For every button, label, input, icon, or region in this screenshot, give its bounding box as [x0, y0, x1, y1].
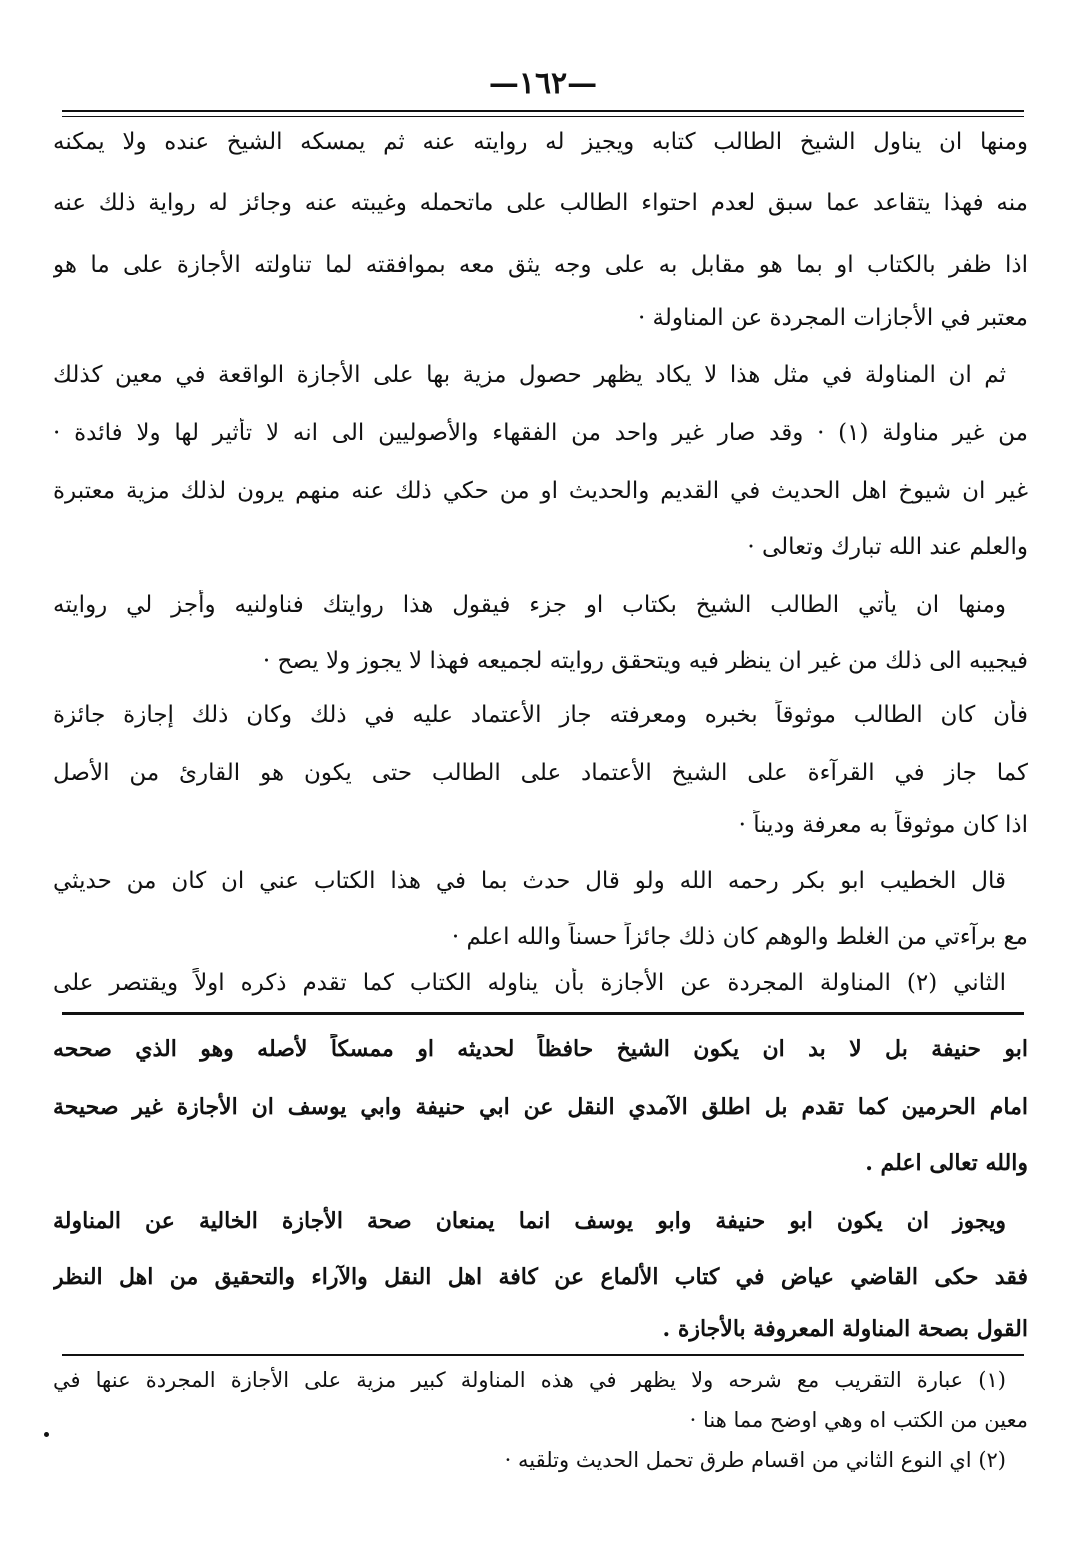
- footnote-line: (١) عبارة التقريب مع شرحه ولا يظهر في هذه المناولة كبير مزية على الأجازة المجردة عنها في: [53, 1368, 1006, 1392]
- body-line: من غير مناولة (١) · وقد صار غير واحد من الفقهاء والأصوليين الى انه لا تأثير لها ولا فائدة ·: [53, 420, 1028, 446]
- body-line: منه فهذا يتقاعد عما سبق لعدم احتواء الطالب على ماتحمله وغيبته عنه وجائز له رواية ذلك عنه: [53, 190, 1028, 216]
- body-line: والعلم عند الله تبارك وتعالى ·: [747, 534, 1028, 560]
- body-line: ثم ان المناولة في مثل هذا لا يكاد يظهر حصول مزية بها على الأجازة الواقعة في معين كذلك: [53, 362, 1006, 388]
- body-line: فأن كان الطالب موثوقاً بخبره ومعرفته جاز الأعتماد عليه في ذلك وكان ذلك إجازة جائزة: [53, 702, 1028, 728]
- body-line: الثاني (٢) المناولة المجردة عن الأجازة بأن يناوله الكتاب كما تقدم ذكره اولاً ويقتصر على: [53, 970, 1006, 996]
- body-line: غير ان شيوخ اهل الحديث في القديم والحديث او من حكي ذلك عنه منهم يرون لذلك مزية معتبرة: [53, 478, 1028, 504]
- footnote-line: معين من الكتب اه وهي اوضح مما هنا ·: [689, 1408, 1028, 1432]
- footnote-rule: [62, 1354, 1024, 1356]
- body-line: فيجيبه الى ذلك من غير ان ينظر فيه ويتحقق روايته لجميعه فهذا لا يجوز ولا يصح ·: [262, 648, 1028, 674]
- body-line: ومنها ان يأتي الطالب الشيخ بكتاب او جزء فيقول هذا روايتك فناولنيه وأجز لي روايته: [53, 592, 1006, 618]
- body-line: اذا ظفر بالكتاب او بما هو مقابل به على وجه يثق معه بموافقته لما تناولته الأجازة على ما هو: [53, 252, 1028, 278]
- body-line: فقد حكى القاضي عياض في كتاب الألماع عن كافة اهل النقل والآراء والتحقيق من اهل النظر: [53, 1264, 1028, 1290]
- body-line: قال الخطيب ابو بكر رحمه الله ولو قال حدث بما في هذا الكتاب عني ان كان من حديثي: [53, 868, 1006, 894]
- body-line: كما جاز في القرآءة على الشيخ الأعتماد على الطالب حتى يكون هو القارئ من الأصل: [53, 760, 1028, 786]
- header-rule-top: [62, 110, 1024, 112]
- body-line: ابو حنيفة بل لا بد ان يكون الشيخ حافظاً لحديثه او ممسكاً لأصله وهو الذي صححه: [53, 1036, 1028, 1062]
- header-rule-bottom: [62, 116, 1024, 117]
- section-divider: [62, 1012, 1024, 1015]
- footnote-line: (٢) اي النوع الثاني من اقسام طرق تحمل الحديث وتلقيه ·: [504, 1448, 1006, 1472]
- body-line: ومنها ان يناول الشيخ الطالب كتابه ويجيز له روايته عنه ثم يمسكه الشيخ عنده ولا يمكنه: [53, 129, 1028, 155]
- body-line: والله تعالى اعلم .: [865, 1150, 1028, 1176]
- body-line: مع برآءتي من الغلط والوهم كان ذلك جائزاً حسناً والله اعلم ·: [451, 924, 1028, 950]
- body-line: ويجوز ان يكون ابو حنيفة وابو يوسف انما يمنعان صحة الأجازة الخالية عن المناولة: [53, 1208, 1006, 1234]
- body-line: القول بصحة المناولة المعروفة بالأجازة .: [662, 1316, 1028, 1342]
- body-line: امام الحرمين كما تقدم بل اطلق الآمدي النقل عن ابي حنيفة وابي يوسف ان الأجازة غير صحيحة: [53, 1094, 1028, 1120]
- body-line: اذا كان موثوقاً به معرفة وديناً ·: [738, 812, 1028, 838]
- body-line: معتبر في الأجازات المجردة عن المناولة ·: [637, 305, 1028, 331]
- page-number: —١٦٢—: [488, 66, 598, 101]
- ink-speck: [44, 1432, 49, 1437]
